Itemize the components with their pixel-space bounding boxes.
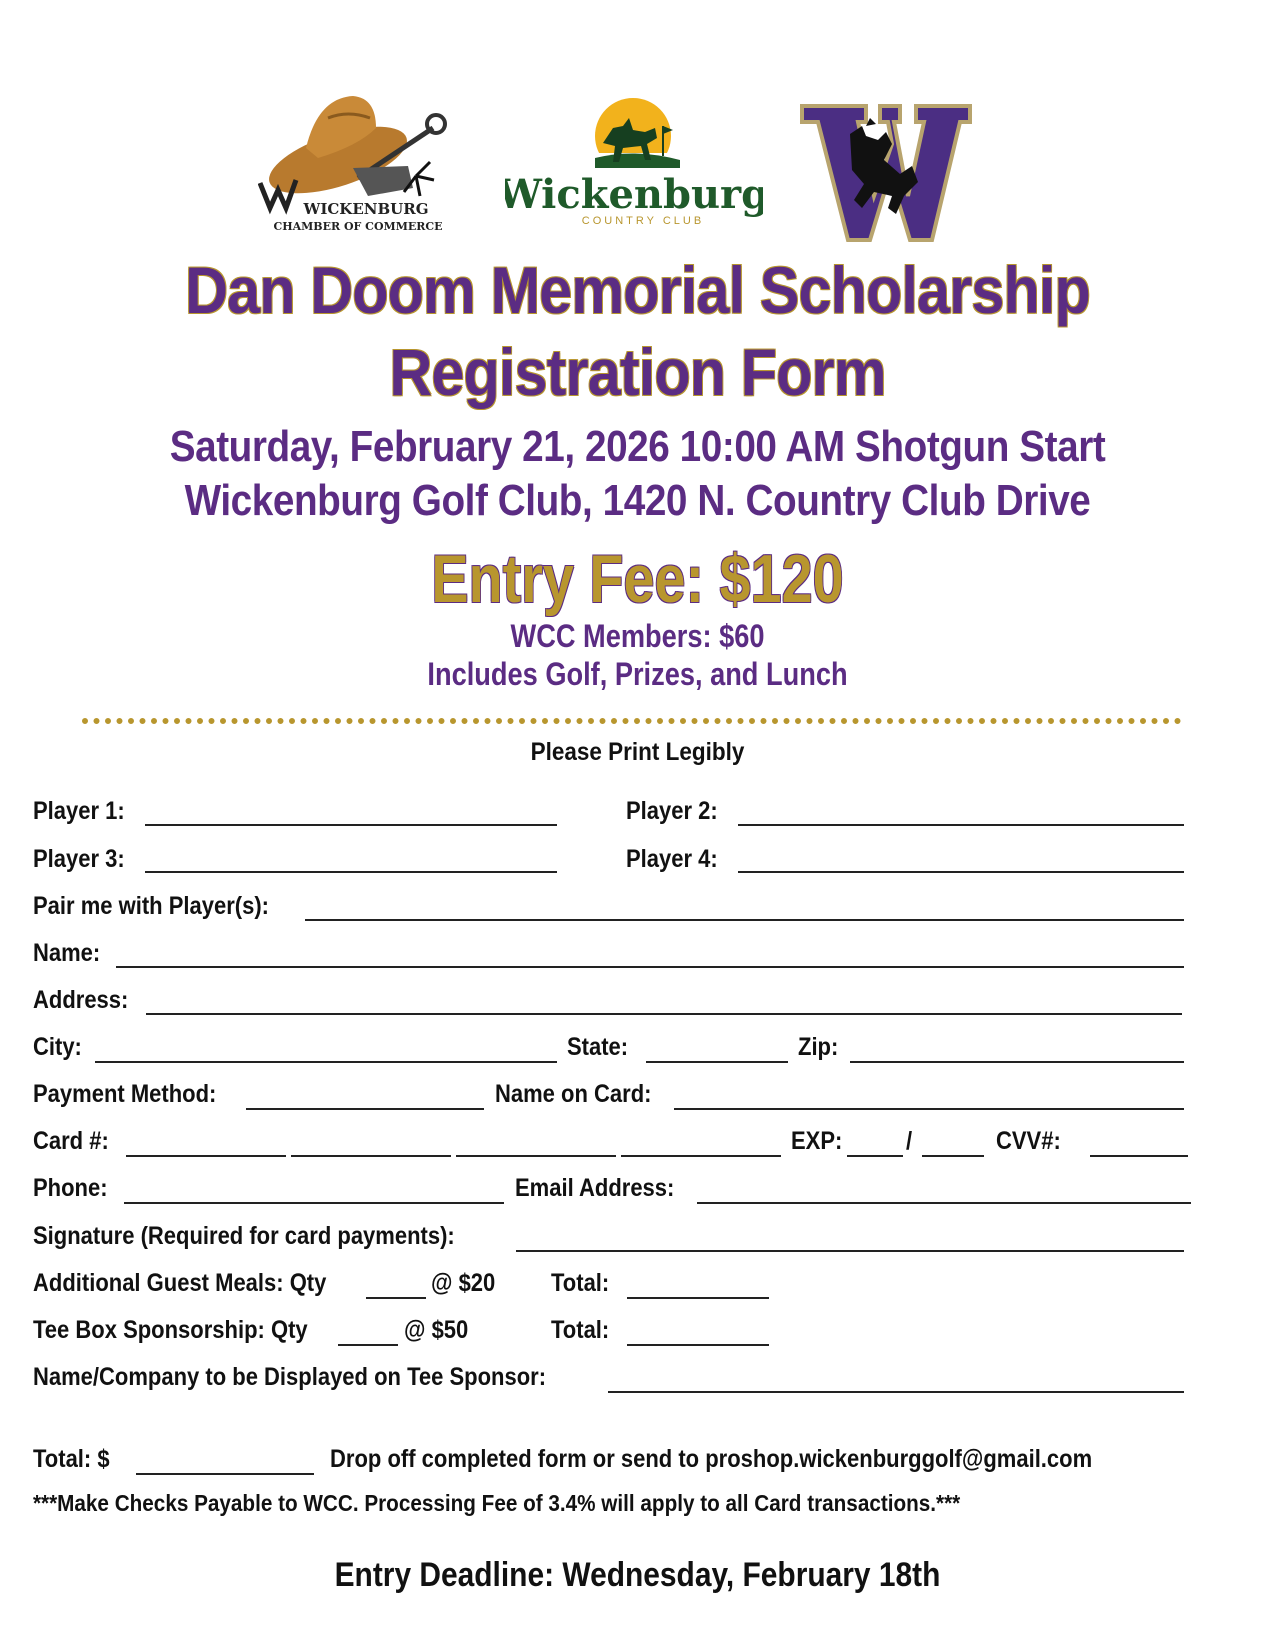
- fee-includes: Includes Golf, Prizes, and Lunch: [427, 656, 848, 692]
- cvv-field[interactable]: [1090, 1155, 1188, 1157]
- tee-box-qty-field[interactable]: [338, 1344, 398, 1346]
- chamber-logo-line1: WICKENBURG: [303, 200, 429, 218]
- player3-label: Player 3:: [33, 845, 125, 873]
- page-title-line1: Dan Doom Memorial Scholarship: [185, 253, 1090, 327]
- dropoff-instructions: Drop off completed form or send to proshop.wickenburggolf@gmail.com: [330, 1445, 1093, 1473]
- chamber-logo-line2: CHAMBER OF COMMERCE: [273, 220, 443, 233]
- address-field[interactable]: [146, 1013, 1182, 1015]
- exp-label: EXP:: [791, 1127, 843, 1155]
- card-number-group2[interactable]: [291, 1155, 451, 1157]
- entry-deadline: Entry Deadline: Wednesday, February 18th: [334, 1556, 941, 1594]
- phone-label: Phone:: [33, 1174, 108, 1202]
- event-date-line: Saturday, February 21, 2026 10:00 AM Shotgun Start: [169, 422, 1106, 471]
- signature-field[interactable]: [516, 1250, 1184, 1252]
- club-logo-name: Wickenburg: [505, 171, 763, 218]
- zip-label: Zip:: [798, 1033, 839, 1061]
- cvv-label: CVV#:: [996, 1127, 1061, 1155]
- player2-field[interactable]: [738, 824, 1184, 826]
- card-number-group1[interactable]: [126, 1155, 286, 1157]
- guest-meals-qty-field[interactable]: [366, 1297, 426, 1299]
- player4-label: Player 4:: [626, 845, 718, 873]
- guest-meals-label: Additional Guest Meals: Qty: [33, 1269, 327, 1297]
- print-legibly-instruction: Please Print Legibly: [530, 738, 745, 766]
- grand-total-field[interactable]: [136, 1473, 314, 1475]
- exp-year-field[interactable]: [922, 1155, 984, 1157]
- city-label: City:: [33, 1033, 82, 1061]
- player3-field[interactable]: [145, 871, 557, 873]
- email-label: Email Address:: [515, 1174, 675, 1202]
- state-label: State:: [567, 1033, 629, 1061]
- member-fee: WCC Members: $60: [510, 618, 765, 654]
- event-location-line: Wickenburg Golf Club, 1420 N. Country Club Drive: [184, 476, 1091, 525]
- page-title-line2: Registration Form: [389, 335, 886, 409]
- tee-box-label: Tee Box Sponsorship: Qty: [33, 1316, 308, 1344]
- country-club-logo: [505, 98, 763, 233]
- tee-box-price: @ $50: [404, 1316, 469, 1344]
- player1-field[interactable]: [145, 824, 557, 826]
- card-number-group4[interactable]: [621, 1155, 781, 1157]
- sponsor-name-field[interactable]: [608, 1391, 1184, 1393]
- guest-meals-total-label: Total:: [551, 1269, 610, 1297]
- name-on-card-label: Name on Card:: [495, 1080, 652, 1108]
- guest-meals-price: @ $20: [431, 1269, 496, 1297]
- payment-method-field[interactable]: [246, 1108, 484, 1110]
- club-logo-sub: COUNTRY CLUB: [581, 215, 705, 227]
- zip-field[interactable]: [850, 1061, 1184, 1063]
- tee-box-total-label: Total:: [551, 1316, 610, 1344]
- player2-label: Player 2:: [626, 797, 718, 825]
- checks-payable-note: ***Make Checks Payable to WCC. Processing Fee of 3.4% will apply to all Card transactions.***: [33, 1490, 961, 1516]
- email-field[interactable]: [697, 1202, 1191, 1204]
- payment-method-label: Payment Method:: [33, 1080, 217, 1108]
- entry-fee: Entry Fee: $120: [431, 541, 844, 617]
- name-label: Name:: [33, 939, 101, 967]
- signature-label: Signature (Required for card payments):: [33, 1222, 455, 1250]
- w-bronco-logo: [800, 104, 980, 242]
- card-number-label: Card #:: [33, 1127, 109, 1155]
- exp-separator: /: [906, 1127, 913, 1155]
- grand-total-label: Total: $: [33, 1445, 110, 1473]
- state-field[interactable]: [646, 1061, 788, 1063]
- exp-month-field[interactable]: [847, 1155, 903, 1157]
- pair-players-field[interactable]: [305, 919, 1184, 921]
- player1-label: Player 1:: [33, 797, 125, 825]
- dotted-divider: [82, 717, 1192, 725]
- chamber-of-commerce-logo: [258, 88, 468, 243]
- sponsor-name-label: Name/Company to be Displayed on Tee Sponsor:: [33, 1363, 547, 1391]
- guest-meals-total-field[interactable]: [627, 1297, 769, 1299]
- address-label: Address:: [33, 986, 129, 1014]
- name-on-card-field[interactable]: [674, 1108, 1184, 1110]
- city-field[interactable]: [95, 1061, 557, 1063]
- name-field[interactable]: [116, 966, 1184, 968]
- tee-box-total-field[interactable]: [627, 1344, 769, 1346]
- pair-players-label: Pair me with Player(s):: [33, 892, 269, 920]
- player4-field[interactable]: [738, 871, 1184, 873]
- card-number-group3[interactable]: [456, 1155, 616, 1157]
- phone-field[interactable]: [124, 1202, 504, 1204]
